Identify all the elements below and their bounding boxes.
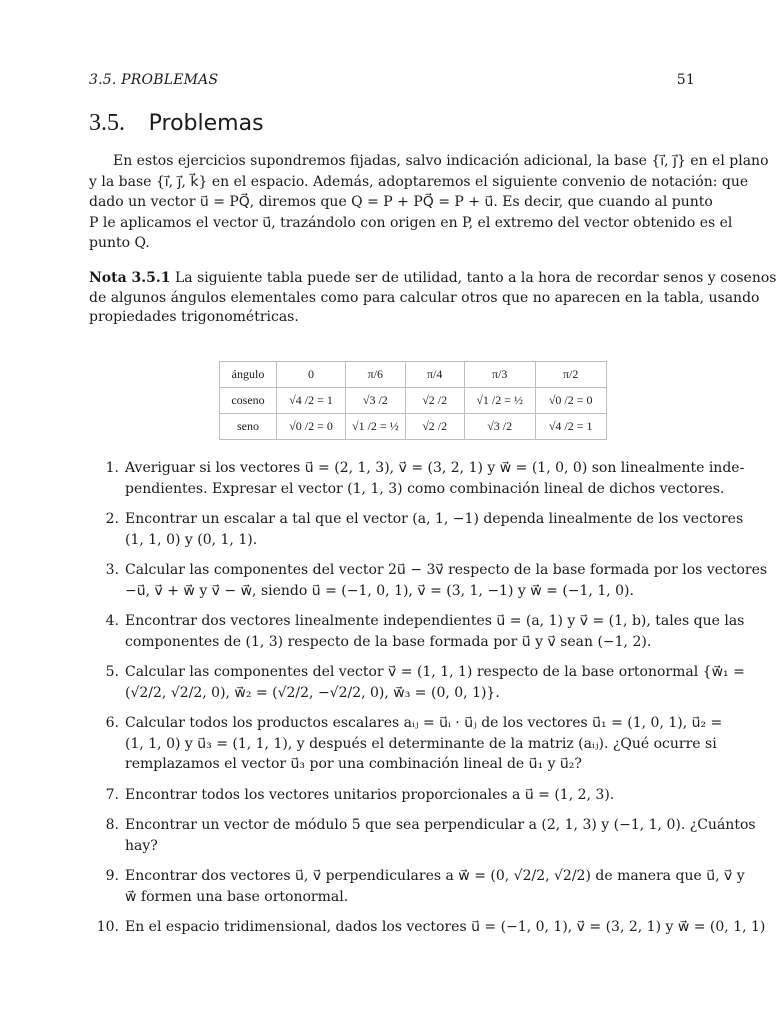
table-row-sine xyxy=(220,414,607,440)
table-cell: π/4 xyxy=(405,362,464,388)
problem-line: Encontrar un escalar a tal que el vector (a, 1, −1) dependa linealmente de los vectores xyxy=(125,511,744,527)
problem-line: componentes de (1, 3) respecto de la base formada por u⃗ y v⃗ sean (−1, 2). xyxy=(125,633,652,650)
intro-line: P le aplicamos el vector u⃗, trazándolo con origen en P, el extremo del vector obtenido es el xyxy=(89,214,733,231)
table-cell: coseno xyxy=(220,388,277,414)
intro-paragraph xyxy=(89,151,769,254)
table-row-cosine xyxy=(220,388,607,414)
problem-line: Averiguar si los vectores u⃗ = (2, 1, 3), v⃗ = (3, 2, 1) y w⃗ = (1, 0, 0) son linealmente inde- xyxy=(125,460,745,476)
problem-line: Calcular las componentes del vector v⃗ = (1, 1, 1) respecto de la base ortonormal {w⃗₁ = xyxy=(125,664,745,680)
problem-line: (1, 1, 0) y u⃗₃ = (1, 1, 1), y después el determinante de la matriz (aᵢⱼ). ¿Qué ocurre si xyxy=(125,735,717,752)
problem-line: (√2/2, √2/2, 0), w⃗₂ = (√2/2, −√2/2, 0), w⃗₃ = (0, 0, 1)}. xyxy=(125,684,500,701)
intro-line: dado un vector u⃗ = PQ⃗, diremos que Q = P + PQ⃗ = P + u⃗. Es decir, que cuando al punto xyxy=(89,194,713,210)
problem-item xyxy=(89,815,756,856)
table-cell: √1 /2 = ½ xyxy=(346,414,406,440)
note-paragraph xyxy=(89,269,776,328)
note-text: La siguiente tabla puede ser de utilidad, tanto a la hora de recordar senos y cosenos xyxy=(174,270,776,286)
problem-line: hay? xyxy=(125,837,158,854)
note-line xyxy=(89,269,776,289)
problem-number: 10. xyxy=(96,919,119,935)
problem-item xyxy=(89,509,744,550)
problem-item xyxy=(89,560,768,601)
table-cell: √3 /2 xyxy=(464,414,535,440)
table-row-header xyxy=(220,362,607,388)
note-line: de algunos ángulos elementales como para calcular otros que no aparecen en la tabla, usando xyxy=(89,289,760,306)
table-cell: 0 xyxy=(277,362,346,388)
problem-number: 7. xyxy=(105,786,119,803)
table-cell: √1 /2 = ½ xyxy=(464,388,535,414)
section-title: Problemas xyxy=(148,111,264,136)
problem-number: 3. xyxy=(105,562,119,578)
problem-number: 6. xyxy=(105,715,119,731)
problem-line: Encontrar dos vectores u⃗, v⃗ perpendiculares a w⃗ = (0, √2/2, √2/2) de manera que u⃗, v⃗ y xyxy=(125,868,745,884)
problem-line: En el espacio tridimensional, dados los vectores u⃗ = (−1, 0, 1), v⃗ = (3, 2, 1) y w⃗ = (0, 1, 1) xyxy=(125,919,766,935)
problem-line: Calcular las componentes del vector 2u⃗ − 3v⃗ respecto de la base formada por los vectores xyxy=(125,562,768,578)
note-label: Nota 3.5.1 xyxy=(89,270,171,286)
section-heading xyxy=(89,108,264,137)
problem-line: w⃗ formen una base ortonormal. xyxy=(125,888,349,905)
problem-item xyxy=(89,458,745,499)
problem-number: 1. xyxy=(105,460,119,476)
problem-line: Encontrar dos vectores linealmente independientes u⃗ = (a, 1) y v⃗ = (1, b), tales que las xyxy=(125,613,745,629)
table-cell: √2 /2 xyxy=(405,414,464,440)
problem-line: Encontrar un vector de módulo 5 que sea perpendicular a (2, 1, 3) y (−1, 1, 0). ¿Cuántos xyxy=(125,817,756,833)
problem-number: 8. xyxy=(105,817,119,833)
problem-number: 9. xyxy=(105,868,119,884)
table-cell: π/6 xyxy=(346,362,406,388)
trig-table xyxy=(219,361,607,440)
problem-line: (1, 1, 0) y (0, 1, 1). xyxy=(125,531,258,548)
problem-line: Encontrar todos los vectores unitarios proporcionales a u⃗ = (1, 2, 3). xyxy=(125,786,615,803)
intro-line: punto Q. xyxy=(89,235,150,251)
problem-line: remplazamos el vector u⃗₃ por una combinación lineal de u⃗₁ y u⃗₂? xyxy=(125,756,582,772)
problem-item xyxy=(89,611,745,652)
running-head-section: 3.5. PROBLEMAS xyxy=(89,72,219,88)
table-cell: seno xyxy=(220,414,277,440)
problem-item xyxy=(89,917,766,938)
note-line: propiedades trigonométricas. xyxy=(89,309,299,325)
problem-number: 4. xyxy=(105,613,119,629)
problem-item xyxy=(89,785,695,806)
table-cell: √2 /2 xyxy=(405,388,464,414)
section-number: 3.5. xyxy=(89,110,125,136)
running-head xyxy=(89,72,695,88)
problem-line: Calcular todos los productos escalares aᵢⱼ = u⃗ᵢ · u⃗ⱼ de los vectores u⃗₁ = (1, 0, 1), u⃗₂ = xyxy=(125,715,723,731)
intro-line: En estos ejercicios supondremos fijadas, salvo indicación adicional, la base {i⃗, j⃗} en el plano xyxy=(113,153,769,169)
table-cell: √4 /2 = 1 xyxy=(277,388,346,414)
problem-line: pendientes. Expresar el vector (1, 1, 3) como combinación lineal de dichos vectores. xyxy=(125,480,725,497)
problem-number: 2. xyxy=(105,511,119,527)
problem-item xyxy=(89,662,745,703)
page-number: 51 xyxy=(676,72,695,88)
table-cell: ángulo xyxy=(220,362,277,388)
table-cell: π/3 xyxy=(464,362,535,388)
table-cell: π/2 xyxy=(535,362,606,388)
table-cell: √4 /2 = 1 xyxy=(535,414,606,440)
problem-number: 5. xyxy=(105,664,119,680)
table-cell: √0 /2 = 0 xyxy=(277,414,346,440)
problem-line: −u⃗, v⃗ + w⃗ y v⃗ − w⃗, siendo u⃗ = (−1, 0, 1), v⃗ = (3, 1, −1) y w⃗ = (−1, 1, 0). xyxy=(125,582,634,599)
table-cell: √0 /2 = 0 xyxy=(535,388,606,414)
intro-line: y la base {i⃗, j⃗, k⃗} en el espacio. Además, adoptaremos el siguiente convenio de notación: que xyxy=(89,173,749,190)
problem-item xyxy=(89,713,723,775)
problem-list xyxy=(89,458,768,938)
table-cell: √3 /2 xyxy=(346,388,406,414)
problem-item xyxy=(89,866,745,907)
